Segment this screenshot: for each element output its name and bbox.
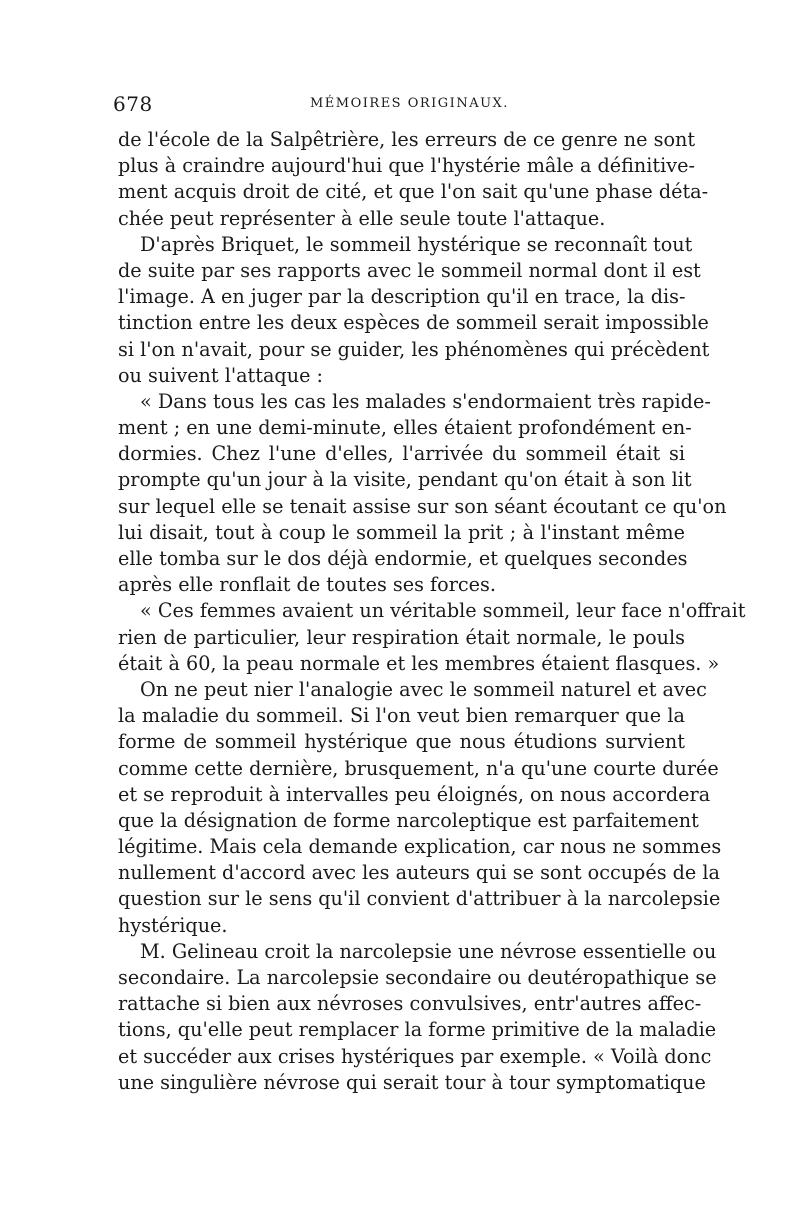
text-line: si l'on n'avait, pour se guider, les phénomènes qui précèdent	[118, 337, 710, 361]
text-line: l'image. A en juger par la description qu'il en trace, la dis-	[118, 285, 686, 309]
text-line: « Dans tous les cas les malades s'endormaient très rapide-	[140, 389, 711, 413]
text-line: elle tomba sur le dos déjà endormie, et quelques secondes	[118, 547, 688, 570]
page-number: 678	[113, 92, 153, 116]
running-head	[113, 92, 683, 122]
text-line: M. Gelineau croit la narcolepsie une névrose essentielle ou	[140, 939, 717, 963]
text-line: de suite par ses rapports avec le sommeil normal dont il est	[118, 258, 701, 282]
paragraph	[118, 677, 722, 939]
text-line: On ne peut nier l'analogie avec le sommeil naturel et avec	[140, 677, 707, 701]
paragraph	[118, 939, 717, 1096]
text-line: « Ces femmes avaient un véritable sommeil, leur face n'offrait	[140, 599, 746, 623]
text-line: légitime. Mais cela demande explication, car nous ne sommes	[118, 835, 722, 859]
body-text	[118, 127, 746, 1096]
paragraph	[118, 389, 727, 599]
text-line: comme cette dernière, brusquement, n'a qu'une courte durée	[118, 756, 719, 780]
text-line: rien de particulier, leur respiration était normale, le pouls	[118, 625, 685, 649]
running-title: MÉMOIRES ORIGINAUX.	[310, 96, 509, 111]
text-line: ou suivent l'attaque :	[118, 363, 323, 387]
text-line: secondaire. La narcolepsie secondaire ou deutéropathique se	[118, 966, 717, 989]
text-line: ment ; en une demi-minute, elles étaient profondément en-	[118, 416, 692, 440]
text-line: prompte qu'un jour à la visite, pendant qu'on était à son lit	[118, 468, 692, 492]
text-line: rattache si bien aux névroses convulsives, entr'autres affec-	[118, 992, 702, 1016]
text-line: tions, qu'elle peut remplacer la forme primitive de la maladie	[118, 1018, 717, 1042]
text-line: sur lequel elle se tenait assise sur son séant écoutant ce qu'on	[118, 494, 727, 518]
text-line: que la désignation de forme narcoleptique est parfaitement	[118, 808, 699, 832]
text-line: ment acquis droit de cité, et que l'on sait qu'une phase déta-	[118, 180, 709, 204]
text-line: après elle ronflait de toutes ses forces.	[118, 573, 496, 597]
text-line: de l'école de la Salpêtrière, les erreurs de ce genre ne sont	[118, 128, 696, 151]
text-line: hystérique.	[118, 913, 228, 937]
text-line: plus à craindre aujourd'hui que l'hystérie mâle a définitive-	[118, 154, 695, 178]
text-line: lui disait, tout à coup le sommeil la prit ; à l'instant même	[118, 520, 685, 544]
text-line: dormies. Chez l'une d'elles, l'arrivée du sommeil était si	[118, 442, 685, 466]
text-line: et se reproduit à intervalles peu éloignés, on nous accordera	[118, 782, 711, 806]
text-line: question sur le sens qu'il convient d'attribuer à la narcolepsie	[118, 887, 721, 911]
text-line: la maladie du sommeil. Si l'on veut bien remarquer que la	[118, 704, 685, 728]
text-line: forme de sommeil hystérique que nous étudions survient	[118, 730, 685, 754]
text-line: tinction entre les deux espèces de sommeil serait impossible	[118, 311, 709, 335]
text-line: nullement d'accord avec les auteurs qui se sont occupés de la	[118, 861, 720, 885]
paragraph	[118, 598, 746, 677]
text-line: une singulière névrose qui serait tour à tour symptomatique	[118, 1070, 706, 1094]
paragraph	[118, 232, 710, 389]
text-line: D'après Briquet, le sommeil hystérique se reconnaît tout	[140, 232, 693, 256]
paragraph	[118, 127, 709, 232]
text-line: chée peut représenter à elle seule toute l'attaque.	[118, 206, 606, 230]
text-line: et succéder aux crises hystériques par exemple. « Voilà donc	[118, 1044, 712, 1068]
text-line: était à 60, la peau normale et les membres étaient flasques. »	[118, 651, 720, 675]
